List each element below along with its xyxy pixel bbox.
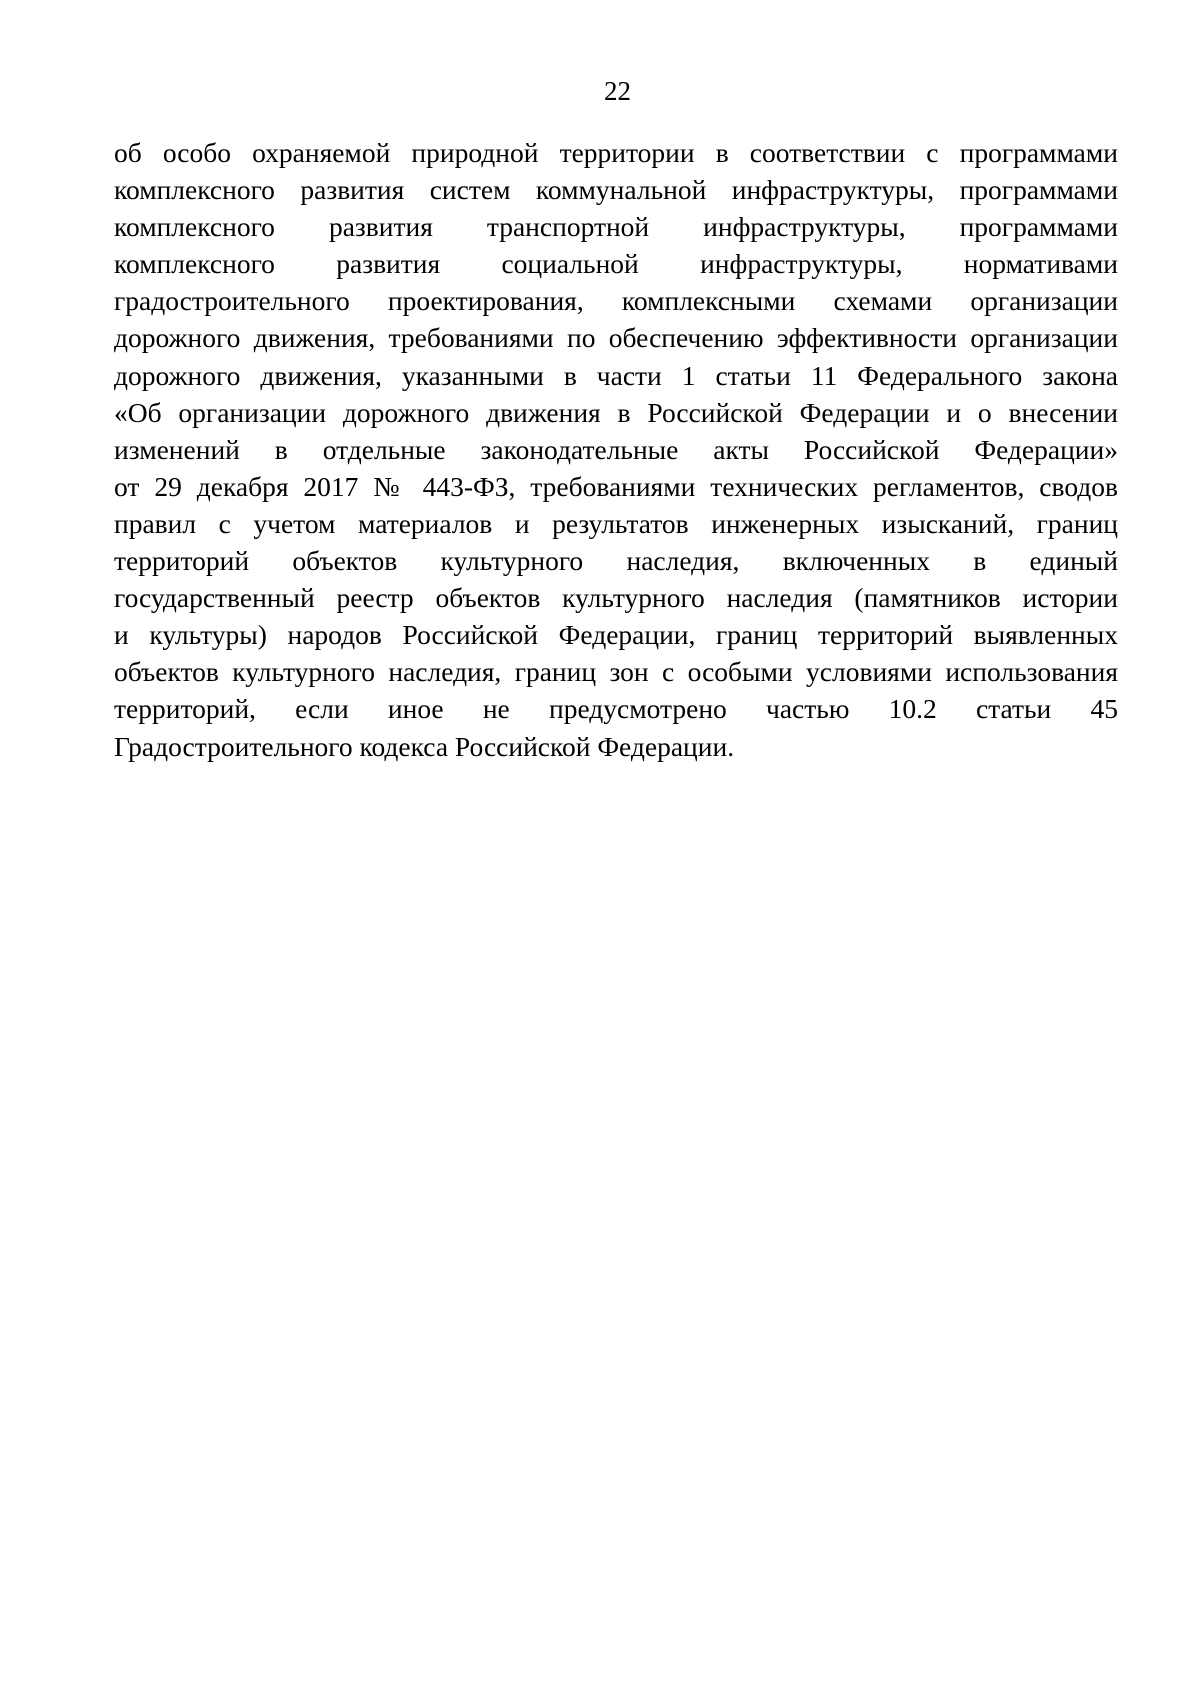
paragraph-line: от 29 декабря 2017 № 443-ФЗ, требованиями технических регламентов, сводов	[114, 470, 1118, 502]
paragraph-line: комплексного развития социальной инфраструктуры, нормативами	[114, 248, 1118, 280]
paragraph-line: Градостроительного кодекса Российской Федерации.	[114, 730, 735, 762]
page-number: 22	[604, 76, 631, 106]
paragraph-line: комплексного развития систем коммунальной инфраструктуры, программами	[114, 174, 1118, 206]
paragraph-line: об особо охраняемой природной территории в соответствии с программами	[114, 137, 1118, 168]
paragraph-line: территорий объектов культурного наследия, включенных в единый	[114, 545, 1118, 577]
paragraph-line: государственный реестр объектов культурного наследия (памятников истории	[114, 582, 1118, 614]
paragraph-line: градостроительного проектирования, комплексными схемами организации	[114, 285, 1118, 317]
body-paragraph	[114, 134, 1118, 765]
paragraph-line: «Об организации дорожного движения в Российской Федерации и о внесении	[114, 396, 1118, 428]
paragraph-line: комплексного развития транспортной инфраструктуры, программами	[114, 211, 1118, 243]
paragraph-line: объектов культурного наследия, границ зон с особыми условиями использования	[114, 656, 1118, 688]
paragraph-line: дорожного движения, указанными в части 1 статьи 11 Федерального закона	[114, 359, 1118, 391]
paragraph-line: и культуры) народов Российской Федерации, границ территорий выявленных	[114, 619, 1118, 651]
paragraph-line: дорожного движения, требованиями по обеспечению эффективности организации	[114, 322, 1118, 354]
paragraph-line: изменений в отдельные законодательные акты Российской Федерации»	[114, 433, 1118, 465]
paragraph-line: территорий, если иное не предусмотрено частью 10.2 статьи 45	[114, 693, 1118, 725]
paragraph-line: правил с учетом материалов и результатов инженерных изысканий, границ	[114, 507, 1118, 539]
